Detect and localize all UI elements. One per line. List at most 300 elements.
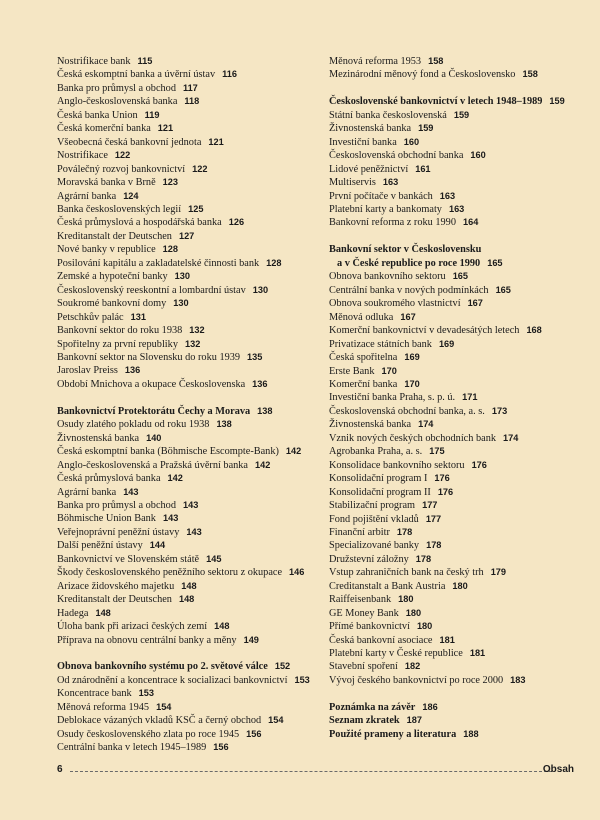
toc-entry[interactable] xyxy=(57,526,315,539)
toc-entry[interactable] xyxy=(329,216,587,229)
toc-entry[interactable] xyxy=(329,634,587,647)
toc-entry-page: 136 xyxy=(124,365,141,376)
toc-entry-title: Agrární banka xyxy=(57,190,117,202)
toc-entry-title: Konsolidace bankovního sektoru xyxy=(329,459,465,471)
toc-entry[interactable] xyxy=(329,499,587,512)
toc-entry-title: Vývoj českého bankovnictví po roce 2000 xyxy=(329,674,504,686)
toc-entry[interactable] xyxy=(57,149,315,162)
toc-entry-title: Československé bankovnictví v letech 1948–1989 xyxy=(329,96,543,108)
section-gap xyxy=(329,82,587,96)
toc-entry[interactable] xyxy=(57,566,315,579)
toc-entry[interactable] xyxy=(57,257,315,270)
toc-section-heading[interactable] xyxy=(57,405,315,418)
toc-entry[interactable] xyxy=(57,741,315,754)
toc-entry-page: 142 xyxy=(285,446,302,457)
toc-entry-page: 170 xyxy=(404,378,420,389)
toc-entry-title: Investiční banka Praha, s. p. ú. xyxy=(329,392,456,404)
toc-entry-title: Seznam zkratek xyxy=(329,715,400,727)
toc-entry-page: 132 xyxy=(189,325,205,336)
toc-entry-title: a v České republice po roce 1990 xyxy=(337,257,481,269)
toc-entry[interactable] xyxy=(57,297,315,310)
toc-entry-title: Československá obchodní banka, a. s. xyxy=(329,405,485,417)
toc-entry-page: 121 xyxy=(208,136,224,147)
toc-entry-title: Multiservis xyxy=(329,177,376,189)
toc-entry-page: 123 xyxy=(162,177,178,188)
toc-entry-title: Anglo-československá banka xyxy=(57,96,178,108)
toc-entry-page: 178 xyxy=(426,540,442,551)
toc-entry-title: Použité prameny a literatura xyxy=(329,728,457,740)
toc-entry[interactable] xyxy=(329,513,587,526)
toc-entry[interactable] xyxy=(57,216,315,229)
toc-entry[interactable] xyxy=(57,378,315,391)
toc-entry-title: Vstup zahraničních bank na český trh xyxy=(329,567,484,579)
page-number: 6 xyxy=(57,764,63,775)
toc-entry[interactable] xyxy=(329,459,587,472)
toc-entry-page: 177 xyxy=(422,500,438,511)
toc-entry-title: Stabilizační program xyxy=(329,500,416,512)
toc-entry-title: Komerční bankovnictví v devadesátých letech xyxy=(329,325,520,337)
toc-entry-page: 124 xyxy=(123,190,139,201)
toc-entry-page: 148 xyxy=(178,594,195,605)
toc-entry-title: Kreditanstalt der Deutschen xyxy=(57,594,172,606)
toc-entry-page: 165 xyxy=(487,257,503,268)
toc-entry[interactable] xyxy=(57,163,315,176)
toc-entry-page: 180 xyxy=(398,594,414,605)
toc-entry-page: 181 xyxy=(469,648,486,659)
toc-entry-title: Posilování kapitálu a zakladatelské činnosti bank xyxy=(57,257,260,269)
toc-entry-page: 167 xyxy=(400,311,416,322)
toc-entry-page: 186 xyxy=(422,701,438,712)
toc-entry[interactable] xyxy=(57,512,315,525)
toc-entry-title: Česká průmyslová a hospodářská banka xyxy=(57,217,222,229)
toc-entry-title: Živnostenská banka xyxy=(329,123,412,135)
toc-entry[interactable] xyxy=(329,620,587,633)
toc-entry-title: Banka československých legií xyxy=(57,203,182,215)
toc-entry[interactable] xyxy=(57,82,315,95)
toc-entry[interactable] xyxy=(57,728,315,741)
toc-entry-title: Centrální banka v letech 1945–1989 xyxy=(57,742,207,754)
toc-entry-page: 143 xyxy=(123,486,139,497)
toc-entry-title: Obnova bankovního sektoru xyxy=(329,271,446,283)
toc-entry-page: 127 xyxy=(178,230,195,241)
toc-entry-title: Konsolidační program I xyxy=(329,473,428,485)
toc-entry-title: Osudy československého zlata po roce 1945 xyxy=(57,728,240,740)
toc-entry[interactable] xyxy=(329,284,587,297)
toc-entry-page: 160 xyxy=(403,136,420,147)
toc-entry[interactable] xyxy=(57,190,315,203)
toc-entry-page: 188 xyxy=(463,728,479,739)
toc-entry[interactable] xyxy=(57,620,315,633)
toc-entry[interactable] xyxy=(57,364,315,377)
toc-entry[interactable] xyxy=(57,338,315,351)
toc-section-heading[interactable] xyxy=(57,660,315,673)
toc-entry-title: Nové banky v republice xyxy=(57,244,156,256)
toc-entry[interactable] xyxy=(57,553,315,566)
toc-entry-page: 119 xyxy=(144,109,160,120)
toc-entry-title: Bankovní sektor na Slovensku do roku 1939 xyxy=(57,351,241,363)
toc-entry-title: Stavební spoření xyxy=(329,661,398,673)
toc-entry-page: 132 xyxy=(184,338,201,349)
toc-entry[interactable] xyxy=(329,203,587,216)
toc-entry[interactable] xyxy=(57,418,315,431)
toc-entry[interactable] xyxy=(57,311,315,324)
toc-entry-title: Československý reeskontní a lombardní ústav xyxy=(57,284,246,296)
toc-entry-title: Komerční banka xyxy=(329,378,398,390)
toc-entry-title: Erste Bank xyxy=(329,365,375,377)
toc-entry[interactable] xyxy=(329,539,587,552)
toc-entry-page: 153 xyxy=(294,674,310,685)
toc-entry-title: Česká banka Union xyxy=(57,109,138,121)
toc-entry[interactable] xyxy=(57,230,315,243)
toc-entry-page: 182 xyxy=(404,661,421,672)
toc-entry-page: 177 xyxy=(425,513,442,524)
toc-entry-page: 169 xyxy=(438,338,455,349)
toc-entry[interactable] xyxy=(329,176,587,189)
toc-entry-title: Přímé bankovnictví xyxy=(329,621,410,633)
toc-entry[interactable] xyxy=(329,68,587,81)
toc-entry[interactable] xyxy=(57,472,315,485)
toc-entry[interactable] xyxy=(329,418,587,431)
toc-entry-title: Příprava na obnovu centrální banky a měny xyxy=(57,634,237,646)
toc-entry-title: Poznámka na závěr xyxy=(329,701,416,713)
toc-entry-page: 138 xyxy=(257,405,273,416)
toc-entry-page: 135 xyxy=(247,351,263,362)
toc-entry[interactable] xyxy=(329,270,587,283)
toc-entry-title: Centrální banka v nových podmínkách xyxy=(329,284,489,296)
section-title: Obsah xyxy=(542,764,574,775)
toc-entry-page: 174 xyxy=(418,419,434,430)
toc-entry-title: Creditanstalt a Bank Austria xyxy=(329,580,446,592)
toc-entry-title: Měnová odluka xyxy=(329,311,394,323)
toc-entry[interactable] xyxy=(57,593,315,606)
toc-entry-title: Živnostenská banka xyxy=(329,419,412,431)
section-gap xyxy=(57,391,315,405)
toc-entry-page: 176 xyxy=(437,486,454,497)
toc-entry-title: Československá obchodní banka xyxy=(329,150,464,162)
toc-section-heading[interactable] xyxy=(329,701,587,714)
toc-entry-page: 153 xyxy=(138,688,154,699)
toc-entry-title: Česká komerční banka xyxy=(57,123,151,135)
toc-entry[interactable] xyxy=(329,674,587,687)
toc-entry-page: 165 xyxy=(495,284,511,295)
toc-entry-title: Veřejnoprávní peněžní ústavy xyxy=(57,526,180,538)
toc-entry-title: Spořitelny za první republiky xyxy=(57,338,178,350)
toc-entry-title: Arizace židovského majetku xyxy=(57,580,175,592)
toc-entry[interactable] xyxy=(57,55,315,68)
toc-entry[interactable] xyxy=(57,580,315,593)
toc-entry-page: 181 xyxy=(439,634,455,645)
toc-entry[interactable] xyxy=(57,432,315,445)
toc-entry-title: Jaroslav Preiss xyxy=(57,365,118,377)
toc-entry-title: Bankovní sektor v Československu xyxy=(329,244,482,256)
toc-entry-title: Obnova soukromého vlastnictví xyxy=(329,298,461,310)
footer-divider xyxy=(70,771,552,772)
toc-section-heading[interactable] xyxy=(329,714,587,727)
toc-entry-title: Česká eskomptní banka (Böhmische Escompte-Bank) xyxy=(57,446,279,458)
toc-entry-title: Vznik nových českých obchodních bank xyxy=(329,432,496,444)
toc-entry-title: Od znárodnění a koncentrace k socializaci bankovnictví xyxy=(57,674,288,686)
toc-entry-page: 158 xyxy=(522,69,538,80)
toc-entry-title: Anglo-československá a Pražská úvěrní banka xyxy=(57,459,249,471)
toc-entry-page: 121 xyxy=(157,123,174,134)
toc-entry-page: 159 xyxy=(418,123,434,134)
toc-left-column xyxy=(57,55,315,755)
toc-entry-title: Období Mnichova a okupace Československa xyxy=(57,378,246,390)
toc-entry-page: 145 xyxy=(206,553,222,564)
toc-entry-page: 154 xyxy=(268,715,284,726)
toc-entry[interactable] xyxy=(329,647,587,660)
toc-entry[interactable] xyxy=(329,607,587,620)
toc-entry-page: 178 xyxy=(396,526,413,537)
toc-entry-page: 149 xyxy=(243,634,259,645)
toc-entry-page: 176 xyxy=(434,473,450,484)
toc-entry[interactable] xyxy=(329,324,587,337)
toc-entry-title: Platební karty a bankomaty xyxy=(329,204,442,216)
toc-entry-title: Nostrifikace xyxy=(57,150,108,162)
toc-entry-title: Investiční banka xyxy=(329,136,397,148)
toc-entry-page: 131 xyxy=(130,311,146,322)
toc-entry-title: Agrární banka xyxy=(57,486,117,498)
toc-entry-title: První počítače v bankách xyxy=(329,190,433,202)
toc-entry-title: Mezinárodní měnový fond a Československo xyxy=(329,69,516,81)
toc-entry[interactable] xyxy=(329,378,587,391)
toc-entry-title: Měnová reforma 1953 xyxy=(329,56,422,67)
toc-entry[interactable] xyxy=(57,445,315,458)
toc-entry-title: Česká eskomptní banka a úvěrní ústav xyxy=(57,69,216,81)
toc-entry-page: 169 xyxy=(404,352,420,363)
toc-entry-page: 176 xyxy=(471,459,487,470)
toc-entry-page: 180 xyxy=(405,607,422,618)
toc-entry-title: Obnova bankovního systému po 2. světové válce xyxy=(57,661,268,673)
toc-entry-page: 130 xyxy=(252,284,269,295)
toc-entry-page: 173 xyxy=(491,405,508,416)
toc-entry[interactable] xyxy=(57,701,315,714)
toc-entry-page: 163 xyxy=(448,204,465,215)
toc-entry-title: Soukromé bankovní domy xyxy=(57,298,167,310)
toc-entry-page: 179 xyxy=(490,567,507,578)
toc-entry-title: Privatizace státních bank xyxy=(329,338,432,350)
toc-entry-title: Všeobecná česká bankovní jednota xyxy=(57,136,202,148)
toc-entry[interactable] xyxy=(329,297,587,310)
toc-entry-page: 125 xyxy=(188,203,204,214)
toc-entry-page: 164 xyxy=(462,217,479,228)
toc-section-heading[interactable] xyxy=(329,95,587,108)
toc-entry-page: 116 xyxy=(222,69,237,80)
toc-entry-page: 187 xyxy=(406,715,422,726)
toc-entry-title: Banka pro průmysl a obchod xyxy=(57,500,176,511)
toc-section-heading[interactable] xyxy=(329,728,587,741)
toc-entry[interactable] xyxy=(329,472,587,485)
toc-entry-title: Bankovní sektor do roku 1938 xyxy=(57,325,183,337)
toc-entry[interactable] xyxy=(57,284,315,297)
toc-entry-title: Nostrifikace bank xyxy=(57,56,131,67)
toc-entry[interactable] xyxy=(57,459,315,472)
toc-entry-page: 159 xyxy=(549,96,565,107)
toc-section-heading[interactable] xyxy=(329,243,587,256)
toc-entry-title: Platební karty v České republice xyxy=(329,648,463,660)
toc-entry[interactable] xyxy=(329,149,587,162)
toc-entry-page: 118 xyxy=(184,96,200,107)
toc-entry-page: 161 xyxy=(415,163,431,174)
toc-entry-page: 180 xyxy=(416,621,433,632)
toc-entry-page: 180 xyxy=(452,580,468,591)
toc-entry-page: 156 xyxy=(213,742,229,753)
section-gap xyxy=(329,230,587,244)
toc-entry-title: Státní banka československá xyxy=(329,109,447,121)
toc-entry[interactable] xyxy=(57,176,315,189)
toc-entry-title: Hadega xyxy=(57,607,89,619)
section-gap xyxy=(57,647,315,661)
toc-entry-title: Bankovní reforma z roku 1990 xyxy=(329,217,456,229)
toc-entry-page: 154 xyxy=(156,701,172,712)
toc-entry[interactable] xyxy=(329,432,587,445)
toc-entry-page: 117 xyxy=(182,82,198,93)
toc-entry-title: Osudy zlatého pokladu od roku 1938 xyxy=(57,419,210,431)
toc-entry-title: Konsolidační program II xyxy=(329,486,431,498)
toc-entry[interactable] xyxy=(57,674,315,687)
toc-entry[interactable] xyxy=(329,445,587,458)
toc-entry[interactable] xyxy=(57,324,315,337)
toc-entry[interactable] xyxy=(329,405,587,418)
toc-entry-title: Finanční arbitr xyxy=(329,526,390,538)
toc-entry-title: Česká spořitelna xyxy=(329,352,398,364)
toc-entry[interactable] xyxy=(57,136,315,149)
toc-entry[interactable] xyxy=(57,499,315,512)
toc-entry-page: 122 xyxy=(192,163,208,174)
toc-entry-page: 175 xyxy=(429,446,445,457)
toc-entry-page: 148 xyxy=(95,607,111,618)
toc-entry-page: 130 xyxy=(174,271,191,282)
toc-entry-page: 158 xyxy=(428,56,444,66)
toc-entry-page: 138 xyxy=(216,419,232,430)
toc-entry-page: 174 xyxy=(503,432,519,443)
toc-entry-title: Bankovnictví ve Slovenském státě xyxy=(57,553,200,565)
toc-entry-title: GE Money Bank xyxy=(329,607,399,619)
toc-entry[interactable] xyxy=(57,203,315,216)
toc-entry-page: 128 xyxy=(266,257,282,268)
toc-entry[interactable] xyxy=(329,351,587,364)
toc-entry-title: Další peněžní ústavy xyxy=(57,540,143,552)
toc-entry-page: 146 xyxy=(289,567,305,578)
toc-entry-page: 143 xyxy=(182,500,199,510)
toc-entry[interactable] xyxy=(57,243,315,256)
toc-entry-page: 143 xyxy=(186,526,202,537)
toc-entry[interactable] xyxy=(329,553,587,566)
toc-entry-title: Koncentrace bank xyxy=(57,688,132,700)
toc-entry[interactable] xyxy=(329,660,587,673)
toc-entry[interactable] xyxy=(57,122,315,135)
toc-entry-page: 152 xyxy=(274,661,291,672)
toc-entry[interactable] xyxy=(329,526,587,539)
toc-entry[interactable] xyxy=(57,486,315,499)
toc-entry-page: 126 xyxy=(228,217,245,228)
toc-entry-title: Fond pojištění vkladů xyxy=(329,513,419,525)
toc-entry-title: Škody československého peněžního sektoru z okupace xyxy=(57,567,283,579)
toc-entry-title: Živnostenská banka xyxy=(57,432,140,444)
toc-entry-page: 148 xyxy=(214,621,230,632)
toc-entry-title: Poválečný rozvoj bankovnictví xyxy=(57,163,186,175)
toc-entry-page: 148 xyxy=(181,580,197,591)
toc-entry-page: 140 xyxy=(146,432,162,443)
toc-entry-page: 171 xyxy=(462,392,478,403)
toc-entry[interactable] xyxy=(57,95,315,108)
toc-entry-title: Zemské a hypoteční banky xyxy=(57,271,168,283)
toc-entry[interactable] xyxy=(329,338,587,351)
toc-entry[interactable] xyxy=(329,580,587,593)
toc-entry-title: Měnová reforma 1945 xyxy=(57,701,150,713)
toc-entry[interactable] xyxy=(329,486,587,499)
toc-entry-title: Družstevní záložny xyxy=(329,553,409,565)
toc-entry[interactable] xyxy=(329,391,587,404)
toc-entry-title: Deblokace vázaných vkladů KSČ a černý obchod xyxy=(57,715,262,727)
section-gap xyxy=(329,687,587,701)
toc-entry-title: Böhmische Union Bank xyxy=(57,513,156,525)
toc-entry-page: 160 xyxy=(470,150,486,161)
toc-entry[interactable] xyxy=(57,634,315,647)
toc-entry[interactable] xyxy=(57,270,315,283)
toc-entry-page: 167 xyxy=(467,298,483,309)
toc-entry-page: 142 xyxy=(167,473,183,484)
toc-entry[interactable] xyxy=(57,539,315,552)
toc-entry-title: Agrobanka Praha, a. s. xyxy=(329,446,423,458)
toc-entry[interactable] xyxy=(57,714,315,727)
toc-entry[interactable] xyxy=(57,351,315,364)
toc-entry-title: Raiffeisenbank xyxy=(329,594,392,606)
toc-entry-title: Česká průmyslová banka xyxy=(57,473,161,485)
toc-entry[interactable] xyxy=(57,68,315,81)
toc-entry-page: 144 xyxy=(149,540,166,551)
toc-entry-page: 178 xyxy=(415,553,432,564)
toc-entry[interactable] xyxy=(329,136,587,149)
toc-entry-title: Lidové peněžnictví xyxy=(329,163,409,175)
toc-entry-page: 183 xyxy=(510,674,526,685)
toc-entry-page: 142 xyxy=(255,459,271,470)
toc-entry-page: 115 xyxy=(137,56,153,66)
toc-entry[interactable] xyxy=(329,109,587,122)
toc-right-column xyxy=(329,55,587,741)
toc-entry-title: Česká bankovní asociace xyxy=(329,634,433,646)
toc-entry[interactable] xyxy=(329,122,587,135)
toc-entry[interactable] xyxy=(329,566,587,579)
toc-entry[interactable] xyxy=(329,593,587,606)
toc-entry-page: 128 xyxy=(162,244,178,255)
toc-entry-page: 136 xyxy=(252,378,268,389)
toc-entry-title: Kreditanstalt der Deutschen xyxy=(57,230,172,242)
toc-entry-title: Moravská banka v Brně xyxy=(57,177,156,189)
toc-entry-page: 165 xyxy=(452,271,469,282)
toc-entry-title: Specializované banky xyxy=(329,540,420,552)
toc-entry-page: 156 xyxy=(246,728,262,739)
toc-entry-page: 159 xyxy=(453,109,470,120)
toc-entry[interactable] xyxy=(329,190,587,203)
toc-entry-page: 168 xyxy=(526,325,542,336)
toc-entry-page: 130 xyxy=(173,298,189,309)
toc-entry[interactable] xyxy=(57,687,315,700)
toc-section-heading[interactable] xyxy=(329,257,587,270)
toc-entry[interactable] xyxy=(57,607,315,620)
toc-entry-title: Petschkův palác xyxy=(57,311,124,323)
toc-entry[interactable] xyxy=(57,109,315,122)
toc-entry-page: 143 xyxy=(162,513,179,524)
toc-entry[interactable] xyxy=(329,163,587,176)
toc-entry-page: 170 xyxy=(381,365,397,376)
toc-entry[interactable] xyxy=(329,55,587,68)
toc-entry-title: Banka pro průmysl a obchod xyxy=(57,82,176,94)
toc-entry[interactable] xyxy=(329,311,587,324)
toc-entry-title: Bankovnictví Protektorátu Čechy a Morava xyxy=(57,405,251,417)
toc-entry-page: 163 xyxy=(439,190,456,201)
toc-entry[interactable] xyxy=(329,365,587,378)
